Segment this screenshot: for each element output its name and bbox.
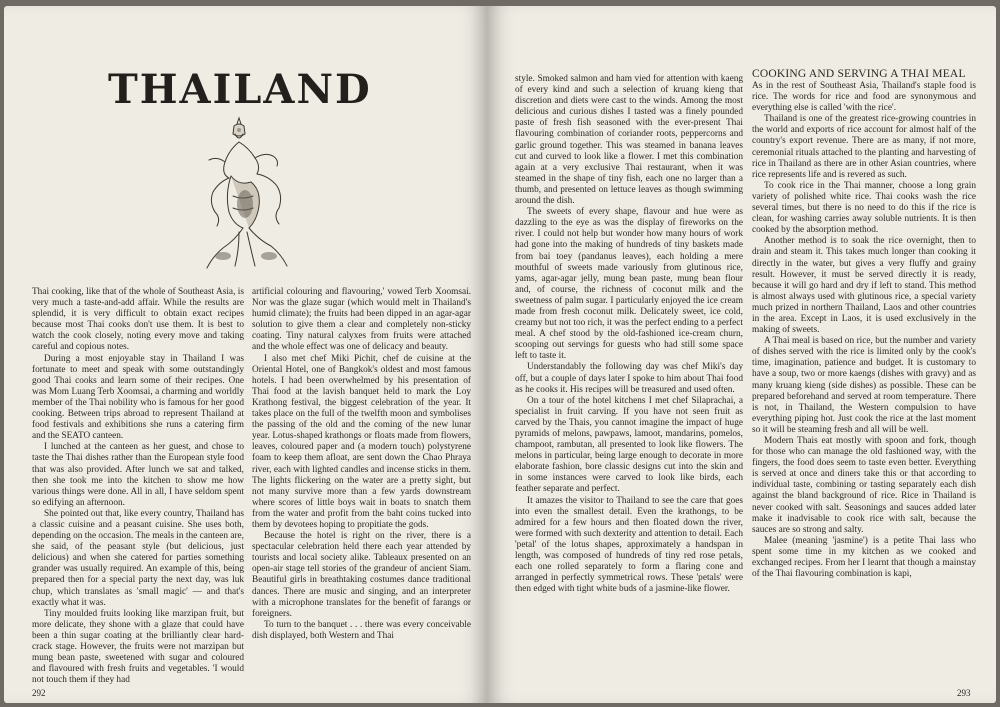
right-page: [487, 6, 996, 703]
paragraph: Tiny moulded fruits looking like marzipan fruit, but more delicate, they shone with a glaze that could have been a thin sugar coating at the brilliantly clear hard-crack stage. However, the fruits were not marzipan but mung bean paste, sweetened with sugar and coloured and flavoured with fresh fruits and vegetables. 'I would not touch them if they had: [32, 608, 244, 686]
paragraph: It amazes the visitor to Thailand to see the care that goes into even the smallest detail. Even the krathongs, to be admired for a few hours and then floated down the river, were formed with such dexterity and attention to detail. Each 'petal' of the lotus shapes, approximately a handspan in length, was composed of hundreds of tiny red rose petals, each one rolled separately to form a flaring cone and arranged in perfectly symmetrical rows. These 'petals' were then edged with tight white buds of a jasmine-like flower.: [515, 495, 743, 595]
paragraph: On a tour of the hotel kitchens I met chef Silaprachai, a specialist in fruit carving. If you have not seen fruit as carved by the Thais, you cannot imagine the impact of huge pyramids of melons, pawpaws, lamoot, mandarins, pomelos, champoot, rambutan, all presented to look like flowers. The melons in particular, being large enough to decorate in more elaborate fashion, bore classic designs cut into the skin and in some instances were carved to look like birds, each feather separate and perfect.: [515, 395, 743, 495]
paragraph: The sweets of every shape, flavour and hue were as dazzling to the eye as was the display of fireworks on the river. I could not help but wonder how many hours of work had gone into the making of hundreds of tiny baskets made from bai toey (pandanus leaves), each holding a mere mouthful of sweets made variously from glutinous rice, yams, agar-agar jelly, mung bean paste, mung bean flour and, of course, the richness of coconut milk and the sweetness of palm sugar. I particularly enjoyed the ice cream made from fresh coconut milk. Delicately sweet, ice cold, creamy but not too rich, it was the perfect ending to a perfect meal. A chef stood by the old-fashioned ice-cream churn, scooping out servings for guests who had still some space left to taste it.: [515, 207, 743, 362]
paragraph: To cook rice in the Thai manner, choose a long grain variety of polished white rice. Thai cooks wash the rice several times, but there is no need to do this if the rice is clean, for washing carries away soluble nutrients. It is then cooked by the absorption method.: [752, 180, 976, 236]
paragraph: She pointed out that, like every country, Thailand has a classic cuisine and a peasant cuisine. She uses both, depending on the occasion. The meals in the canteen are, she said, of the peasant style (but delicious, just delicious) and when she catered for parties something grander was usually required. An example of this, being prepared then for a special party the next day, was luk chup, which translates as 'small magic' — and that's exactly what it was.: [32, 508, 244, 608]
page-number-right: 293: [957, 688, 971, 698]
paragraph: I lunched at the canteen as her guest, and chose to taste the Thai dishes rather than the European style food that was also provided. After lunch we sat and talked, then she took me into the kitchen to show me how various things were done. All in all, I have seldom spent so edifying an afternoon.: [32, 442, 244, 508]
section-heading: COOKING AND SERVING A THAI MEAL: [752, 68, 966, 80]
text-column-right-1: [515, 74, 743, 595]
paragraph: To turn to the banquet . . . there was every conceivable dish displayed, both Western and Thai: [252, 619, 471, 641]
paragraph: Malee (meaning 'jasmine') is a petite Thai lass who spent some time in my kitchen as we cooked and exchanged recipes. From her I learnt that though a mainstay of the Thai flavouring combination is kapi,: [752, 535, 976, 580]
paragraph: Thailand is one of the greatest rice-growing countries in the world and exports of rice account for almost half of the country's export revenue. There are as many, if not more, ceremonial rituals attached to the planting and harvesting of rice in Thailand as there are in other Asian countries, where rice represents life and is revered as such.: [752, 114, 976, 180]
text-column-left-1: [32, 287, 244, 686]
text-column-right-2: [752, 68, 976, 580]
page-title: THAILAND: [108, 66, 372, 113]
page-number-left: 292: [32, 688, 46, 698]
paragraph: During a most enjoyable stay in Thailand I was fortunate to meet and speak with some outstandingly good Thai cooks and learn some of their recipes. One was Mom Luang Terb Xoomsai, a charming and worldly member of the Thai nobility who is famous for her good cooking. Between trips abroad to represent Thailand at food festivals and exhibitions she runs a catering firm and the SEATO canteen.: [32, 353, 244, 442]
paragraph: A Thai meal is based on rice, but the number and variety of dishes served with the rice is limited only by the cook's time, imagination, patience and budget. It is customary to have a soup, two or more kaengs (dishes with gravy) and as many kruang kieng (side dishes) as possible. These can be prepared beforehand and served at room temperature. There is not, in Thailand, the Western compulsion to have everything piping hot. Just cook the rice at the last moment so it will be steaming fresh and all will be well.: [752, 336, 976, 435]
paragraph: As in the rest of Southeast Asia, Thailand's staple food is rice. The words for rice and food are synonymous and everything else is called 'with the rice'.: [752, 81, 976, 114]
paragraph: Understandably the following day was chef Miki's day off, but a couple of days later I spoke to him about Thai food as he cooks it. His recipes will be treasured and used often.: [515, 362, 743, 395]
paragraph: artificial colouring and flavouring,' vowed Terb Xoomsai. Nor was the glaze sugar (which would melt in Thailand's humid climate); the fruits had been dipped in an agar-agar solution to give them a clear and completely non-sticky coating. Tiny natural calyxes from fruits were attached and the whole effect was one of delicacy and beauty.: [252, 287, 471, 353]
paragraph: style. Smoked salmon and ham vied for attention with kaeng of every kind and such a selection of kruang kieng that discretion and diets were cast to the winds. Among the most delicious and curious dishes I tasted was a finely pounded paste of fresh fish seasoned with the ever-present Thai flavouring combination of coriander roots, peppercorns and garlic ground together. This was steamed in banana leaves cut and curved to look like a flower. I met this combination again at a very exclusive Thai restaurant, when it was steamed in the shape of tiny fish, each one no larger than a thumb, and presented on lettuce leaves as though swimming around the dish.: [515, 74, 743, 207]
paragraph: Another method is to soak the rice overnight, then to drain and steam it. This takes much longer than cooking it directly in the water, but gives a very fluffy and grainy result. However, it must be served directly it is ready, because it will go hard and dry if left to stand. This method is almost always used with glutinous rice, a special variety much prized in northern Thailand, Laos and other countries in the area. Except in Laos, it is used exclusively in the making of sweets.: [752, 236, 976, 336]
thai-dancer-illustration: [199, 116, 294, 276]
paragraph: Because the hotel is right on the river, there is a spectacular celebration held there each year attended by tourists and local society alike. Tableaux presented on an open-air stage tell stories of the grandeur of ancient Siam. Beautiful girls in breathtaking costumes dance traditional dances. There are music and singing, and an interpreter with a microphone translates for the benefit of farangs or foreigners.: [252, 531, 471, 619]
paragraph: Thai cooking, like that of the whole of Southeast Asia, is very much a taste-and-add affair. While the results are splendid, it is very difficult to obtain exact recipes because most Thai cooks don't use them. It is best to watch the cook closely, noting every move and taking careful and copious notes.: [32, 287, 244, 353]
paragraph: I also met chef Miki Pichit, chef de cuisine at the Oriental Hotel, one of Bangkok's oldest and most famous hotels. I had been overwhelmed by his presentation of Thai food at the lavish banquet held to mark the Loy Krathong festival, the biggest celebration of the year. It takes place on the full of the twelfth moon and symbolises the passing of the old and the coming of the new lunar year. Lotus-shaped krathongs or floats made from flowers, leaves, coloured paper and (a modern touch) polystyrene foam to keep them afloat, are sent down the Chao Phraya river, each with lighted candles and incense sticks in them. The lights flickering on the water are a pretty sight, but not many survive more than a few yards downstream where scores of little boys wait in boats to snatch them from the water and profit from the baht coins tucked into them by devotees hoping to propitiate the gods.: [252, 353, 471, 530]
left-page: [4, 6, 487, 703]
text-column-left-2: [252, 287, 471, 642]
paragraph: Modern Thais eat mostly with spoon and fork, though for those who can manage the old fashioned way, with the fingers, the food does seem to taste even better. Everything is served at once and diners take this or that according to individual taste, combining or tasting separately each dish against the bland background of rice. Rice in Thailand is never cooked with salt. Seasonings and sauces added later make it inadvisable to cook rice with salt, because the sauces are so strong and salty.: [752, 436, 976, 535]
